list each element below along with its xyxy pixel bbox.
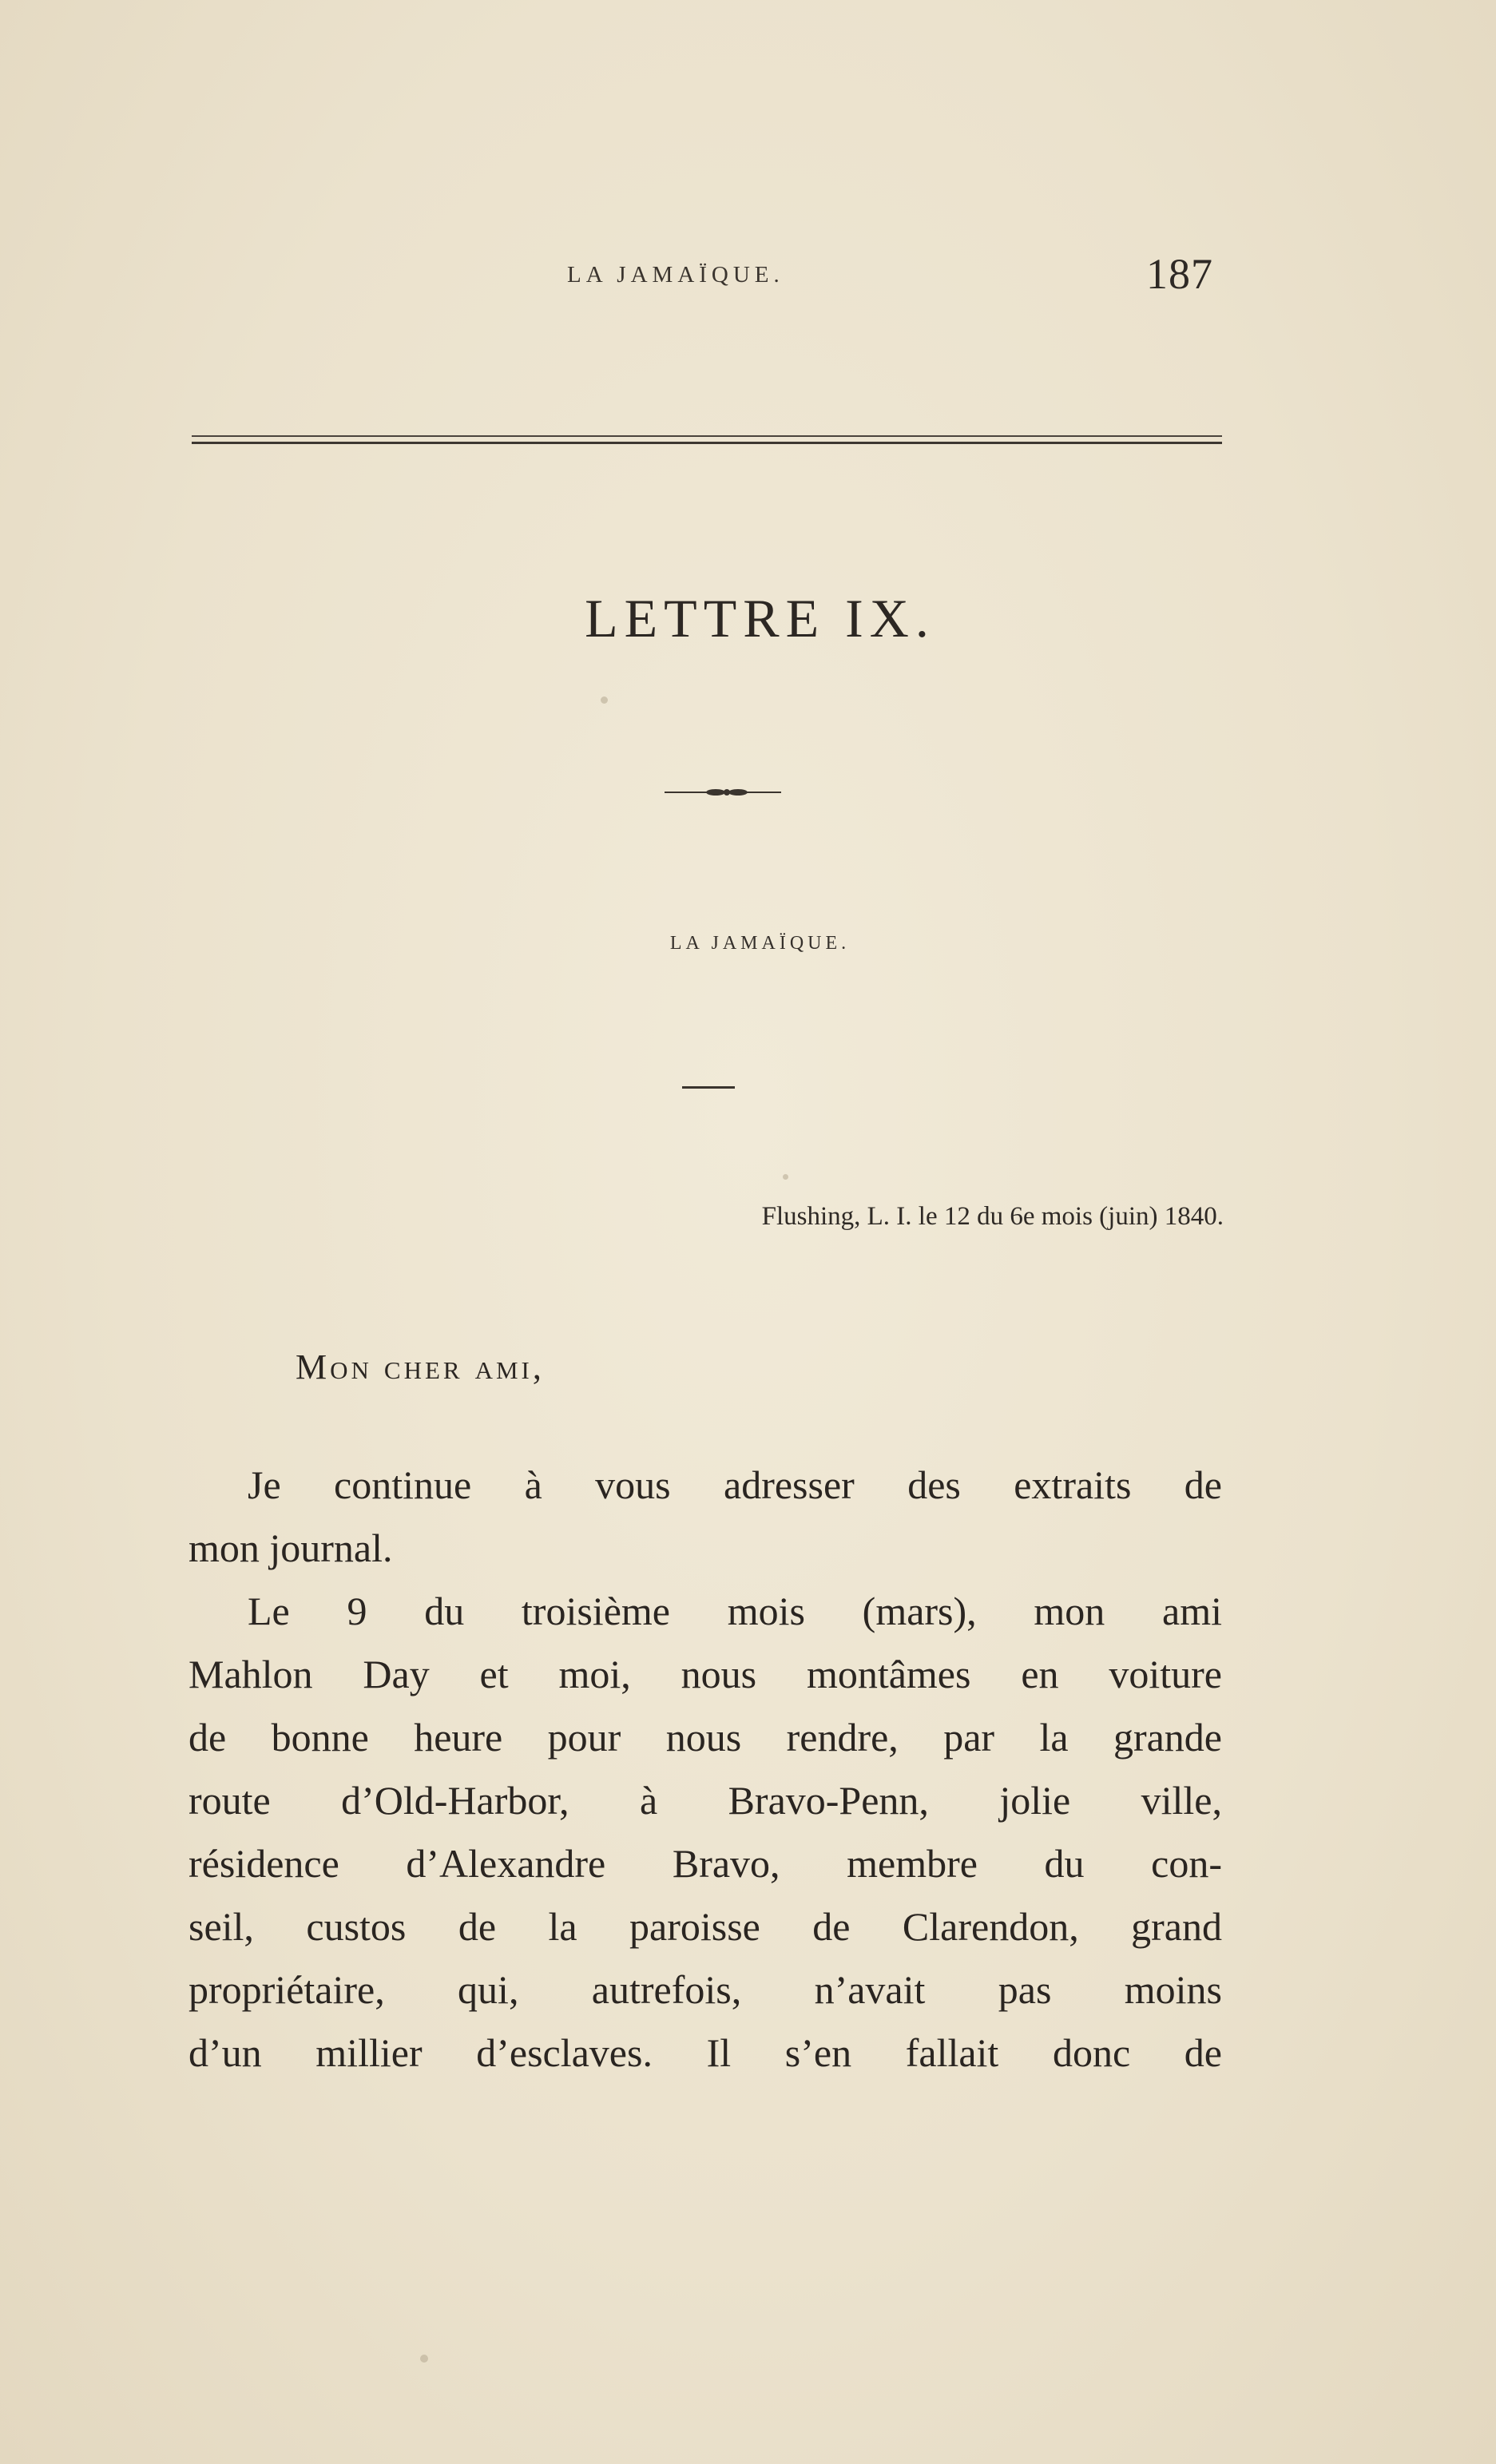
body-line: seil, custos de la paroisse de Clarendon, grand <box>188 1904 1222 1949</box>
paper-speck <box>601 696 608 704</box>
paper-speck <box>420 2355 428 2363</box>
salutation: Mon cher ami, <box>296 1347 545 1387</box>
body-line: Je continue à vous adresser des extraits de <box>248 1462 1222 1507</box>
body-line: résidence d’Alexandre Bravo, membre du con- <box>188 1841 1222 1886</box>
header-double-rule <box>192 435 1222 445</box>
letter-subtitle: LA JAMAÏQUE. <box>669 933 851 954</box>
letter-title: LETTRE IX. <box>585 588 935 649</box>
page-number: 187 <box>1146 250 1213 298</box>
body-line: d’un millier d’esclaves. Il s’en fallait donc de <box>188 2030 1222 2075</box>
body-line: Mahlon Day et moi, nous montâmes en voiture <box>188 1652 1222 1696</box>
ornament-right-leaf <box>728 789 748 796</box>
header-rule-thick <box>192 442 1222 444</box>
ornament-left-leaf <box>706 789 725 796</box>
dateline: Flushing, L. I. le 12 du 6e mois (juin) 1840. <box>761 1202 1224 1231</box>
header-rule-thin <box>192 435 1222 437</box>
ornament-divider-icon <box>663 786 783 799</box>
body-text <box>188 1454 1222 2085</box>
body-line: route d’Old-Harbor, à Bravo-Penn, jolie ville, <box>188 1778 1222 1823</box>
short-rule <box>682 1086 735 1089</box>
body-line: mon journal. <box>188 1526 393 1570</box>
body-line: propriétaire, qui, autrefois, n’avait pas moins <box>188 1967 1222 2012</box>
running-head <box>0 246 1496 302</box>
body-line: Le 9 du troisième mois (mars), mon ami <box>248 1589 1222 1633</box>
paper-speck <box>783 1174 788 1180</box>
body-line: de bonne heure pour nous rendre, par la grande <box>188 1715 1222 1760</box>
running-title: LA JAMAÏQUE. <box>567 262 784 288</box>
ornament-svg <box>663 786 783 799</box>
